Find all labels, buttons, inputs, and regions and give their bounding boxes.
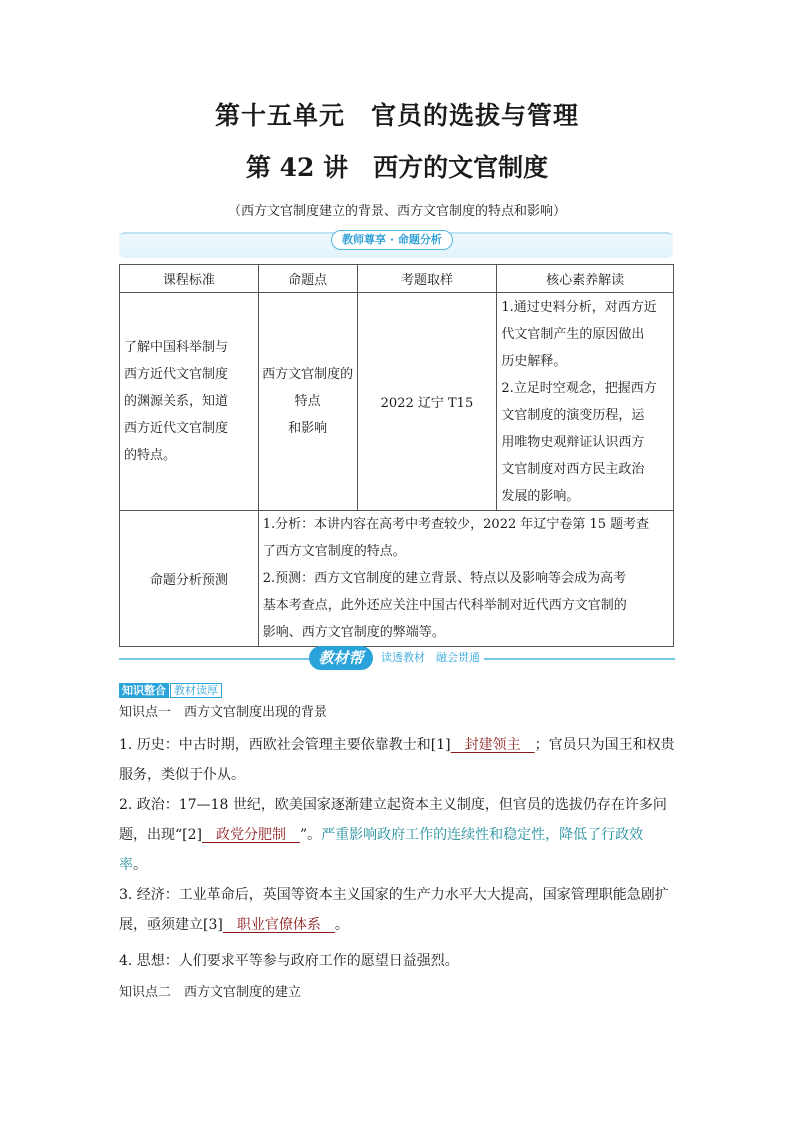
standard-line: 西方近代文官制度 — [124, 367, 229, 382]
paragraph-economy — [119, 880, 675, 940]
history-text-end: ；官员只为国王和权贵 — [534, 737, 675, 753]
politics-line-1: 2. 政治：17—18 世纪，欧美国家逐渐建立起资本主义制度，但官员的选拔仍存在许多问 — [119, 797, 667, 813]
header-standard: 课程标准 — [120, 265, 259, 293]
sample-cell: 2022 辽宁 T15 — [357, 293, 497, 511]
lecture-subtitle: （西方文官制度建立的背景、西方文官制度的特点和影响） — [227, 204, 566, 219]
core-line: 用唯物史观辩证认识西方 — [501, 434, 645, 450]
prediction-line: 基本考查点，此外还应关注中国古代科举制对近代西方文官制的 — [262, 598, 627, 613]
blank-answer-2: 政党分肥制 — [202, 827, 300, 843]
table-row — [120, 293, 674, 511]
economy-line-2 — [119, 910, 675, 940]
paragraph-history — [119, 730, 675, 790]
prediction-line: 2.预测：西方文官制度的建立背景、特点以及影响等会成为高考 — [262, 571, 627, 586]
tag-knowledge: 知识整合 — [119, 683, 169, 698]
point-line: 和影响 — [288, 421, 328, 436]
prediction-line: 影响、西方文官制度的弊端等。 — [262, 625, 445, 640]
economy-period: 。 — [334, 917, 349, 933]
history-text: 1. 历史：中古时期，西欧社会管理主要依靠教士和[1] — [119, 737, 451, 753]
section-divider-right — [479, 658, 675, 660]
core-line: 文官制度对西方民主政治 — [501, 461, 645, 477]
lecture-title: 第 42 讲 西方的文官制度 — [245, 153, 549, 182]
economy-line-1: 3. 经济：工业革命后，英国等资本主义国家的生产力水平大大提高，国家管理职能急剧扩 — [119, 887, 669, 903]
header-core: 核心素养解读 — [497, 265, 674, 293]
blank-answer-1: 封建领主 — [450, 737, 535, 753]
history-line-1 — [119, 730, 675, 760]
paragraph-thought: 4. 思想：人们要求平等参与政府工作的愿望日益强烈。 — [119, 953, 459, 969]
knowledge-point-2-title: 知识点二 西方文官制度的建立 — [119, 985, 302, 1000]
standard-line: 西方近代文官制度 — [124, 421, 229, 436]
prediction-line: 了西方文官制度的特点。 — [262, 544, 406, 559]
unit-title: 第十五单元 官员的选拔与管理 — [214, 101, 579, 130]
standard-line: 的渊源关系，知道 — [124, 394, 229, 409]
blank-answer-3: 职业官僚体系 — [222, 917, 335, 933]
standard-cell — [120, 293, 259, 511]
point-line: 西方文官制度的 — [262, 367, 354, 382]
prediction-line: 1.分析：本讲内容在高考中考查较少，2022 年辽宁卷第 15 题考查 — [262, 517, 650, 532]
core-line: 代文官制产生的原因做出 — [501, 326, 645, 342]
politics-highlight: 严重影响政府工作的连续性和稳定性，降低了行政效 — [321, 827, 644, 843]
banner-label: 教师尊享 · 命题分析 — [331, 230, 453, 250]
politics-highlight-end: 率 — [119, 857, 133, 873]
politics-text: 题，出现“[2] — [119, 827, 202, 843]
section-subtitle: 读透教材 融会贯通 — [381, 650, 484, 666]
tag-textbook: 教材读厚 — [170, 683, 222, 698]
core-line: 历史解释。 — [501, 353, 567, 369]
point-line: 特点 — [294, 394, 321, 409]
politics-line-2 — [119, 820, 675, 850]
paragraph-politics — [119, 790, 675, 880]
header-sample: 考题取样 — [357, 265, 497, 293]
politics-line-3 — [119, 850, 675, 880]
prediction-cell — [258, 511, 673, 647]
politics-period: 。 — [133, 857, 147, 873]
section-badge: 教材帮 — [309, 646, 373, 670]
teacher-banner — [119, 232, 673, 258]
history-line-2: 服务，类似于仆从。 — [119, 767, 245, 783]
prediction-label: 命题分析预测 — [120, 511, 259, 647]
core-line: 2.立足时空观念，把握西方 — [501, 380, 657, 396]
standard-line: 了解中国科举制与 — [124, 340, 229, 355]
section-header — [119, 646, 675, 672]
header-point: 命题点 — [258, 265, 357, 293]
table-header-row — [120, 265, 674, 293]
table-row — [120, 511, 674, 647]
core-line: 文官制度的演变历程，运 — [501, 407, 645, 423]
politics-quote-end: ”。 — [300, 827, 322, 843]
core-line: 1.通过史料分析，对西方近 — [501, 299, 657, 315]
analysis-table — [119, 264, 674, 647]
standard-line: 的特点。 — [124, 448, 177, 463]
core-line: 发展的影响。 — [501, 488, 580, 504]
section-tags — [119, 679, 222, 697]
core-cell — [497, 293, 674, 511]
point-cell — [258, 293, 357, 511]
section-divider-left — [119, 658, 309, 660]
economy-text: 展，亟须建立[3] — [119, 917, 223, 933]
knowledge-point-1-title: 知识点一 西方文官制度出现的背景 — [119, 705, 328, 720]
